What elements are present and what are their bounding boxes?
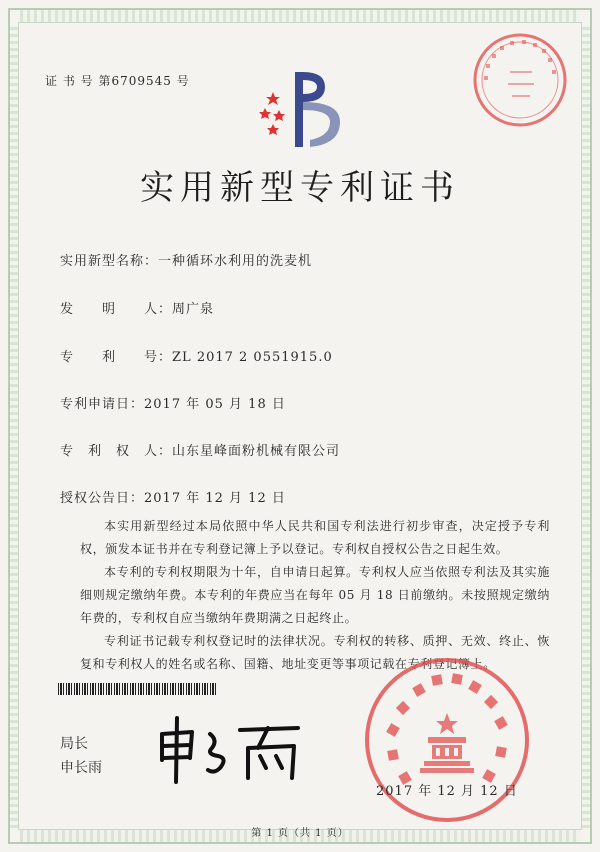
- field-label: 专 利 号：: [60, 350, 173, 365]
- field-patentee: [60, 440, 340, 459]
- signatory-title: 局长: [60, 736, 88, 752]
- field-label: 专 利 权 人：: [60, 444, 173, 459]
- field-value: 2017 年 12 月 12 日: [144, 491, 286, 506]
- field-patent-number: [60, 346, 333, 365]
- cnipa-seal-icon: [362, 655, 532, 825]
- field-application-date: [60, 393, 286, 412]
- field-label: 专利申请日：: [60, 397, 145, 412]
- certificate-number: 证 书 号 第6709545 号: [45, 74, 190, 88]
- field-inventor: [60, 298, 214, 317]
- barcode: [58, 683, 218, 695]
- handwritten-signature: [148, 712, 308, 787]
- field-value: 一种循环水利用的洗麦机: [158, 254, 313, 269]
- body-paragraph-2: 本专利的专利权期限为十年，自申请日起算。专利权人应当依照专利法及其实施细则规定缴纳年费。本专利的年费应当在每年 05 月 18 日前缴纳。未按照规定缴纳年费的，专利权自应当缴纳年费期满之日起终止。: [80, 565, 550, 625]
- field-value: 2017 年 05 月 18 日: [144, 397, 286, 412]
- body-paragraph-1: 本实用新型经过本局依照中华人民共和国专利法进行初步审查，决定授予专利权，颁发本证书并在专利登记簿上予以登记。专利权自授权公告之日起生效。: [80, 519, 550, 556]
- field-utility-model-name: [60, 250, 312, 269]
- field-label: 发 明 人：: [60, 302, 173, 317]
- signatory-name: 申长雨: [60, 760, 102, 776]
- body-paragraph-3: 专利证书记载专利权登记时的法律状况。专利权的转移、质押、无效、终止、恢复和专利权人的姓名或名称、国籍、地址变更等事项记载在专利登记簿上。: [80, 634, 550, 671]
- certificate-title: 实用新型专利证书: [140, 168, 460, 208]
- field-value: 周广泉: [172, 302, 215, 317]
- field-label: 授权公告日：: [60, 491, 145, 506]
- field-label: 实用新型名称：: [60, 254, 159, 269]
- field-value: 山东星峰面粉机械有限公司: [172, 444, 341, 459]
- issue-date: 2017 年 12 月 12 日: [376, 784, 518, 799]
- certificate-body: [80, 515, 550, 676]
- field-value: ZL 2017 2 0551915.0: [172, 350, 333, 365]
- field-grant-date: [60, 487, 286, 506]
- tax-seal-icon: [470, 30, 570, 130]
- page-number: 第 1 页（共 1 页）: [251, 828, 349, 839]
- cnipa-logo-icon: [255, 62, 350, 152]
